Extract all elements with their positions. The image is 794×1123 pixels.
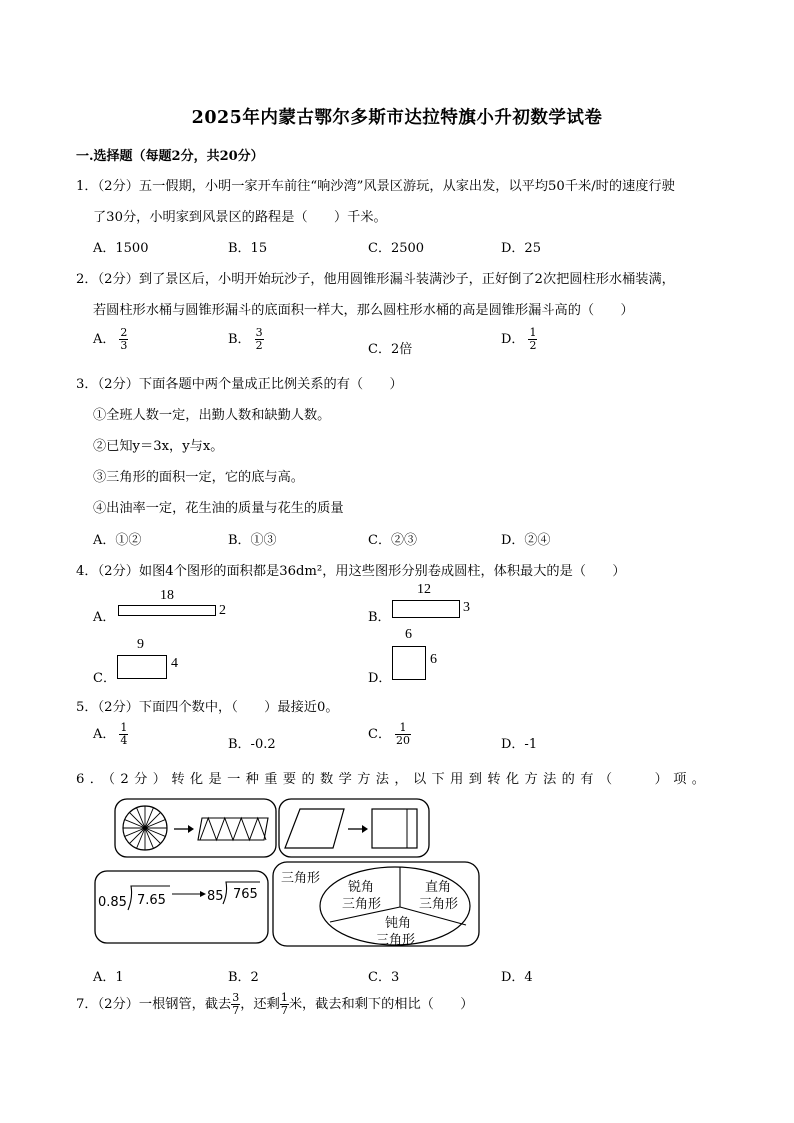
page-title: 2025年内蒙古鄂尔多斯市达拉特旗小升初数学试卷 (191, 108, 603, 128)
q1-option-a: A．1500 (93, 241, 149, 256)
denominator: 7 (280, 1004, 288, 1017)
q6-line1: 6．（2分）转化是一种重要的数学方法，以下用到转化方法的有（ ）项。 (76, 772, 711, 787)
numerator: 3 (255, 326, 263, 339)
q3-option-b: B．①③ (228, 533, 277, 548)
q6-option-c: C．3 (368, 970, 400, 985)
div-left-divisor: 0.85 (98, 895, 127, 910)
q2-line1: 2．（2分）到了景区后，小明开始玩沙子，他用圆锥形漏斗装满沙子，正好倒了2次把圆柱形水桶装满， (76, 272, 675, 287)
q7-line1 (76, 992, 473, 1017)
acute-label-2: 三角形 (342, 897, 382, 912)
acute-label-1: 锐角 (348, 880, 375, 895)
tri-title: 三角形 (281, 871, 321, 886)
q3-item-1: ①全班人数一定，出勤人数和缺勤人数。 (93, 408, 331, 423)
q1-option-b: B．15 (228, 241, 268, 256)
q4-option-d-label: D． (368, 671, 392, 686)
numerator: 1 (395, 722, 411, 735)
sector-line (145, 812, 161, 828)
q2-option-b-label: B． (228, 332, 251, 347)
q4-b-height-label: 3 (463, 600, 470, 615)
numerator: 1 (120, 721, 128, 734)
denominator: 20 (395, 734, 410, 747)
circle-transform-figure (115, 799, 276, 857)
q2-option-c: C．2倍 (368, 342, 413, 357)
q4-a-width-label: 18 (160, 588, 174, 603)
q5-option-a-label: A． (93, 727, 116, 742)
q5-line1: 5．（2分）下面四个数中，（ ）最接近0。 (76, 700, 339, 715)
q6-option-b: B．2 (228, 970, 259, 985)
sector-line (129, 828, 145, 844)
q5-option-b: B．-0.2 (228, 737, 276, 752)
q5-option-d: D．-1 (501, 737, 538, 752)
numerator: 1 (529, 326, 537, 339)
q6-option-a: A．1 (93, 970, 124, 985)
q7-suffix: 米，截去和剩下的相比（ ） (288, 997, 474, 1012)
numerator: 2 (120, 326, 128, 339)
q4-b-width-label: 12 (417, 582, 431, 597)
numerator: 3 (232, 991, 240, 1004)
zigzag-line (200, 818, 266, 840)
q6-option-d: D．4 (501, 970, 533, 985)
q5-option-c-label: C． (368, 727, 391, 742)
numerator: 1 (280, 991, 288, 1004)
denominator: 4 (120, 734, 128, 747)
triangle-classification-figure (273, 862, 479, 948)
arrow-head (362, 825, 368, 833)
q1-line2: 了30分，小明家到风景区的路程是（ ）千米。 (93, 210, 387, 225)
q1-option-c: C．2500 (368, 241, 425, 256)
q7-fraction-1 (231, 992, 240, 1017)
q3-option-d: D．②④ (501, 533, 551, 548)
obtuse-label-2: 三角形 (376, 933, 416, 948)
denominator: 7 (232, 1004, 240, 1017)
rectangle-shape (372, 809, 417, 848)
q4-option-c-label: C． (93, 671, 116, 686)
section-heading: 一.选择题（每题2分，共20分） (76, 149, 264, 164)
q4-c-height-label: 4 (171, 656, 178, 671)
q2-line2: 若圆柱形水桶与圆锥形漏斗的底面积一样大，那么圆柱形水桶的高是圆锥形漏斗高的（ ） (93, 303, 634, 318)
right-label-2: 三角形 (419, 897, 459, 912)
q4-line1: 4．（2分）如图4个图形的面积都是36dm²，用这些图形分别卷成圆柱，体积最大的是（ ） (76, 564, 626, 579)
div-right-dividend: 765 (233, 887, 258, 902)
denominator: 2 (529, 339, 537, 352)
div-arrow-head (200, 891, 206, 897)
parallelogram-transform-figure (279, 799, 429, 857)
q4-option-b-label: B． (368, 610, 391, 625)
q1-option-d: D．25 (501, 241, 541, 256)
divided-circle (123, 806, 167, 850)
q3-item-2: ②已知y＝3x，y与x。 (93, 439, 224, 454)
arrow-head (188, 825, 194, 833)
q4-c-width-label: 9 (137, 637, 144, 652)
denominator: 3 (120, 339, 128, 352)
q3-item-3: ③三角形的面积一定，它的底与高。 (93, 470, 304, 485)
div-left-dividend: 7.65 (137, 893, 166, 908)
q2-option-a-label: A． (93, 332, 116, 347)
q4-d-height-label: 6 (430, 652, 437, 667)
zigzag-outline (198, 818, 268, 840)
parallelogram-shape (285, 809, 344, 848)
sector-line (129, 812, 145, 828)
q7-mid: ，还剩 (240, 997, 280, 1012)
q4-a-height-label: 2 (219, 603, 226, 618)
q7-prefix: 7．（2分）一根钢管，截去 (76, 997, 232, 1012)
q7-fraction-2 (280, 992, 289, 1017)
q4-option-a-label: A． (93, 610, 116, 625)
right-label-1: 直角 (425, 880, 452, 895)
q3-item-4: ④出油率一定，花生油的质量与花生的质量 (93, 501, 344, 516)
zigzag-parallelogram (198, 818, 268, 840)
q3-option-a: A．①② (93, 533, 142, 548)
sector-line (145, 828, 161, 844)
q3-line1: 3．（2分）下面各题中两个量成正比例关系的有（ ） (76, 377, 403, 392)
q3-option-c: C．②③ (368, 533, 417, 548)
div-right-divisor: 85 (207, 889, 224, 904)
q4-d-width-label: 6 (405, 627, 412, 642)
q1-line1: 1．（2分）五一假期，小明一家开车前往“响沙湾”风景区游玩，从家出发，以平均50千米/时的速度行驶 (76, 179, 675, 194)
q2-option-d-label: D． (501, 332, 525, 347)
division-transform-figure (95, 871, 268, 943)
denominator: 2 (255, 339, 263, 352)
obtuse-label-1: 钝角 (385, 916, 412, 931)
